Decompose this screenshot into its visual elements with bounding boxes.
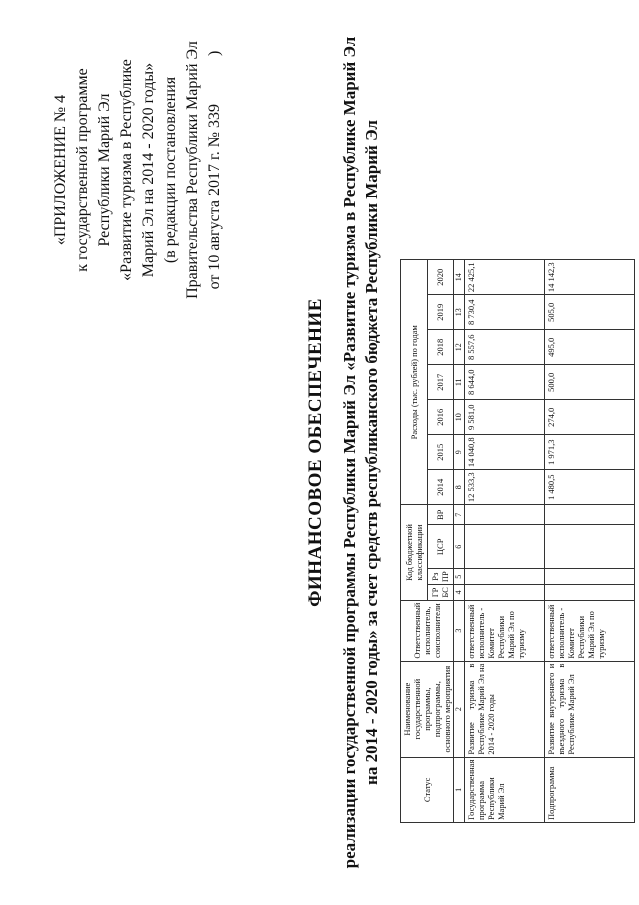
header-year: 2020 (427, 260, 454, 295)
row-value: 1 480,5 (545, 470, 635, 505)
column-number: 5 (454, 569, 465, 585)
document-title: ФИНАНСОВОЕ ОБЕСПЕЧЕНИЕ (305, 298, 326, 607)
financing-table (400, 259, 635, 823)
row-value: 500,0 (545, 365, 635, 400)
header-csr: ЦСР (427, 525, 454, 569)
annotation-line: Республики Марий Эл (96, 93, 113, 247)
row-value: 495,0 (545, 330, 635, 365)
row-status: Подпрограмма (545, 757, 635, 822)
row-csr (465, 525, 545, 569)
document-subtitle-line: на 2014 - 2020 годы» за счет средств республиканского бюджета Республики Марий Эл (362, 120, 381, 785)
annotation-line: «Развитие туризма в Республике (118, 59, 135, 281)
row-vr (465, 505, 545, 525)
table-row (465, 260, 545, 823)
column-number: 12 (454, 330, 465, 365)
header-year: 2019 (427, 295, 454, 330)
row-value: 22 425,1 (465, 260, 545, 295)
annotation-line: Марий Эл на 2014 - 2020 годы» (140, 62, 157, 278)
appendix-annotation (50, 20, 226, 320)
column-number: 10 (454, 400, 465, 435)
header-year: 2017 (427, 365, 454, 400)
column-number: 11 (454, 365, 465, 400)
row-value: 505,0 (545, 295, 635, 330)
row-value: 8 730,4 (465, 295, 545, 330)
header-year: 2018 (427, 330, 454, 365)
row-rz (545, 569, 635, 585)
row-rz (465, 569, 545, 585)
header-expenses: Расходы (тыс. рублей) по годам (401, 260, 428, 505)
row-csr (545, 525, 635, 569)
header-status: Статус (401, 757, 454, 822)
closing-paren: ) (206, 50, 223, 56)
date-day: от 10 (206, 254, 223, 290)
row-value: 1 971,3 (545, 435, 635, 470)
document-subtitle-line: реализации государственной программы Республики Марий Эл «Развитие туризма в Республике Марий Эл (340, 36, 359, 869)
annotation-line-date (204, 20, 226, 320)
table-row (545, 260, 635, 823)
row-executor: ответственный исполнитель - Комитет Республики Марий Эл по туризму (465, 600, 545, 661)
row-gr (465, 585, 545, 600)
column-number: 9 (454, 435, 465, 470)
column-number: 2 (454, 661, 465, 757)
column-number: 8 (454, 470, 465, 505)
column-number: 6 (454, 525, 465, 569)
annotation-line: к государственной программе (74, 68, 91, 272)
column-number-row (454, 260, 465, 823)
annotation-line: Правительства Республики Марий Эл (184, 41, 201, 299)
row-vr (545, 505, 635, 525)
column-number: 13 (454, 295, 465, 330)
header-year: 2016 (427, 400, 454, 435)
header-rz: Рз ПР (427, 569, 454, 585)
document-heading (305, 0, 383, 905)
row-status: Государственная программа Республики Марий Эл (465, 757, 545, 822)
row-name: Развитие внутреннего и въездного туризма в Республике Марий Эл (545, 661, 635, 757)
row-value: 8 557,6 (465, 330, 545, 365)
header-row (401, 260, 428, 823)
header-executor: Ответственный исполнитель, соисполнители (401, 600, 454, 661)
column-number: 14 (454, 260, 465, 295)
annotation-line: (в редакции постановления (162, 76, 179, 264)
header-gr: ГР БС (427, 585, 454, 600)
row-value: 8 644,0 (465, 365, 545, 400)
header-year: 2014 (427, 470, 454, 505)
annotation-line: «ПРИЛОЖЕНИЕ № 4 (52, 94, 69, 246)
header-year: 2015 (427, 435, 454, 470)
column-number: 3 (454, 600, 465, 661)
row-value: 12 533,3 (465, 470, 545, 505)
column-number: 4 (454, 585, 465, 600)
row-executor: ответственный исполнитель - Комитет Республики Марий Эл по туризму (545, 600, 635, 661)
column-number: 1 (454, 757, 465, 822)
row-name: Развитие туризма в Республике Марий Эл на 2014 - 2020 годы (465, 661, 545, 757)
date-month-year: августа 2017 г. № (206, 131, 223, 251)
header-name: Наименование государственной программы, подпрограммы, основного мероприятия (401, 661, 454, 757)
row-gr (545, 585, 635, 600)
decree-number: 339 (206, 103, 223, 128)
header-vr: ВР (427, 505, 454, 525)
header-budget-code: Код бюджетной классификации (401, 505, 428, 600)
row-value: 274,0 (545, 400, 635, 435)
row-value: 9 581,0 (465, 400, 545, 435)
column-number: 7 (454, 505, 465, 525)
row-value: 14 040,8 (465, 435, 545, 470)
row-value: 14 142,3 (545, 260, 635, 295)
